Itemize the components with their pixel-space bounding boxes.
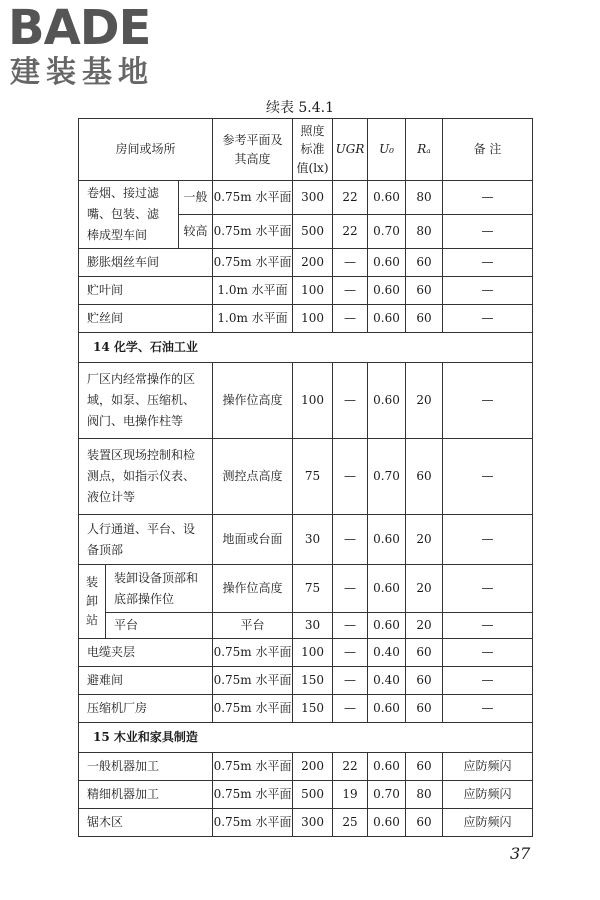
header-ugr: UGR <box>333 119 368 181</box>
row-lux: 200 <box>293 753 333 781</box>
row-u0: 0.60 <box>368 249 406 277</box>
row-note: — <box>443 249 533 277</box>
row-ra: 80 <box>406 781 443 809</box>
row-lux: 200 <box>293 249 333 277</box>
row-name: 膨胀烟丝车间 <box>79 249 213 277</box>
row-u0: 0.60 <box>368 515 406 565</box>
header-note: 备 注 <box>443 119 533 181</box>
table-caption: 续表 5.4.1 <box>265 100 335 116</box>
row-name: 避难间 <box>79 667 213 695</box>
header-row <box>79 119 533 181</box>
row-lux: 100 <box>293 639 333 667</box>
row-note: 应防频闪 <box>443 809 533 837</box>
table-row <box>79 753 533 781</box>
row-plane: 0.75m 水平面 <box>213 215 293 249</box>
row-name: 卷烟、接过滤嘴、包装、滤棒成型车间 <box>79 181 179 249</box>
row-lux: 300 <box>293 181 333 215</box>
row-note: — <box>443 305 533 333</box>
table-row <box>79 695 533 723</box>
logo-chinese: 建装基地 <box>10 55 154 90</box>
row-u0: 0.70 <box>368 215 406 249</box>
row-ugr: — <box>333 439 368 515</box>
row-name: 精细机器加工 <box>79 781 213 809</box>
row-lux: 150 <box>293 667 333 695</box>
row-plane: 1.0m 水平面 <box>213 305 293 333</box>
row-ra: 60 <box>406 695 443 723</box>
header-lux: 照度标准值(lx) <box>293 119 333 181</box>
row-u0: 0.70 <box>368 781 406 809</box>
table-row <box>79 667 533 695</box>
row-ugr: — <box>333 515 368 565</box>
table-row <box>79 565 533 613</box>
page-number: 37 <box>510 844 531 863</box>
row-ugr: 22 <box>333 215 368 249</box>
row-ugr: — <box>333 249 368 277</box>
row-sub: 一般 <box>179 181 213 215</box>
row-u0: 0.60 <box>368 181 406 215</box>
row-plane: 平台 <box>213 613 293 639</box>
row-u0: 0.70 <box>368 439 406 515</box>
table-row <box>79 181 533 215</box>
row-u0: 0.60 <box>368 277 406 305</box>
row-ra: 60 <box>406 639 443 667</box>
row-note: — <box>443 363 533 439</box>
row-plane: 地面或台面 <box>213 515 293 565</box>
row-note: — <box>443 215 533 249</box>
row-name: 厂区内经常操作的区域，如泵、压缩机、阀门、电操作柱等 <box>79 363 213 439</box>
row-lux: 500 <box>293 781 333 809</box>
table-row <box>79 639 533 667</box>
row-ugr: — <box>333 639 368 667</box>
row-ra: 60 <box>406 753 443 781</box>
row-ra: 60 <box>406 305 443 333</box>
section-row <box>79 723 533 753</box>
table-row <box>79 439 533 515</box>
section-row <box>79 333 533 363</box>
row-note: — <box>443 439 533 515</box>
table-row <box>79 277 533 305</box>
row-u0: 0.60 <box>368 809 406 837</box>
row-plane: 1.0m 水平面 <box>213 277 293 305</box>
row-ugr: 22 <box>333 753 368 781</box>
logo <box>8 2 208 94</box>
row-note: 应防频闪 <box>443 781 533 809</box>
table-row <box>79 809 533 837</box>
header-plane: 参考平面及其高度 <box>213 119 293 181</box>
row-name: 贮叶间 <box>79 277 213 305</box>
row-ra: 20 <box>406 565 443 613</box>
row-ra: 80 <box>406 181 443 215</box>
row-note: — <box>443 277 533 305</box>
row-lux: 500 <box>293 215 333 249</box>
row-plane: 0.75m 水平面 <box>213 639 293 667</box>
row-lux: 75 <box>293 439 333 515</box>
row-note: — <box>443 695 533 723</box>
header-ra: Rₐ <box>406 119 443 181</box>
row-ra: 60 <box>406 277 443 305</box>
table-row <box>79 613 533 639</box>
table-row <box>79 781 533 809</box>
row-ra: 60 <box>406 667 443 695</box>
group-label: 装卸站 <box>79 565 106 639</box>
row-plane: 0.75m 水平面 <box>213 781 293 809</box>
row-u0: 0.60 <box>368 565 406 613</box>
row-plane: 0.75m 水平面 <box>213 809 293 837</box>
row-ra: 60 <box>406 439 443 515</box>
header-u0: U₀ <box>368 119 406 181</box>
row-u0: 0.60 <box>368 363 406 439</box>
row-name: 一般机器加工 <box>79 753 213 781</box>
row-ugr: — <box>333 277 368 305</box>
row-lux: 30 <box>293 613 333 639</box>
row-name: 装置区现场控制和检测点，如指示仪表、液位计等 <box>79 439 213 515</box>
illuminance-table <box>78 118 533 837</box>
row-ra: 80 <box>406 215 443 249</box>
row-lux: 100 <box>293 363 333 439</box>
row-name: 锯木区 <box>79 809 213 837</box>
row-note: — <box>443 639 533 667</box>
row-name: 平台 <box>106 613 213 639</box>
row-plane: 测控点高度 <box>213 439 293 515</box>
row-plane: 0.75m 水平面 <box>213 181 293 215</box>
row-sub: 较高 <box>179 215 213 249</box>
row-plane: 0.75m 水平面 <box>213 249 293 277</box>
row-note: 应防频闪 <box>443 753 533 781</box>
row-name: 贮丝间 <box>79 305 213 333</box>
table-row <box>79 249 533 277</box>
row-plane: 0.75m 水平面 <box>213 667 293 695</box>
row-lux: 100 <box>293 277 333 305</box>
row-u0: 0.60 <box>368 695 406 723</box>
row-plane: 0.75m 水平面 <box>213 695 293 723</box>
row-plane: 操作位高度 <box>213 565 293 613</box>
row-ugr: 19 <box>333 781 368 809</box>
row-ra: 60 <box>406 809 443 837</box>
row-ra: 60 <box>406 249 443 277</box>
row-name: 人行通道、平台、设备顶部 <box>79 515 213 565</box>
row-ra: 20 <box>406 613 443 639</box>
row-note: — <box>443 613 533 639</box>
row-plane: 0.75m 水平面 <box>213 753 293 781</box>
row-lux: 30 <box>293 515 333 565</box>
row-name: 装卸设备顶部和底部操作位 <box>106 565 213 613</box>
section-heading: 15 木业和家具制造 <box>79 723 533 753</box>
row-u0: 0.60 <box>368 613 406 639</box>
row-ra: 20 <box>406 515 443 565</box>
header-place: 房间或场所 <box>79 119 213 181</box>
row-lux: 150 <box>293 695 333 723</box>
row-ugr: 25 <box>333 809 368 837</box>
row-plane: 操作位高度 <box>213 363 293 439</box>
table-row <box>79 305 533 333</box>
row-lux: 75 <box>293 565 333 613</box>
row-lux: 100 <box>293 305 333 333</box>
row-ugr: — <box>333 695 368 723</box>
row-note: — <box>443 667 533 695</box>
row-ugr: — <box>333 363 368 439</box>
row-ugr: — <box>333 565 368 613</box>
row-note: — <box>443 565 533 613</box>
row-lux: 300 <box>293 809 333 837</box>
row-name: 压缩机厂房 <box>79 695 213 723</box>
row-ugr: 22 <box>333 181 368 215</box>
table-row <box>79 363 533 439</box>
row-u0: 0.40 <box>368 667 406 695</box>
section-heading: 14 化学、石油工业 <box>79 333 533 363</box>
row-note: — <box>443 181 533 215</box>
row-u0: 0.60 <box>368 305 406 333</box>
row-ugr: — <box>333 667 368 695</box>
row-note: — <box>443 515 533 565</box>
table-row <box>79 515 533 565</box>
row-name: 电缆夹层 <box>79 639 213 667</box>
row-ugr: — <box>333 613 368 639</box>
row-u0: 0.60 <box>368 753 406 781</box>
logo-wordmark: BADE <box>8 0 151 56</box>
row-u0: 0.40 <box>368 639 406 667</box>
row-ra: 20 <box>406 363 443 439</box>
row-ugr: — <box>333 305 368 333</box>
